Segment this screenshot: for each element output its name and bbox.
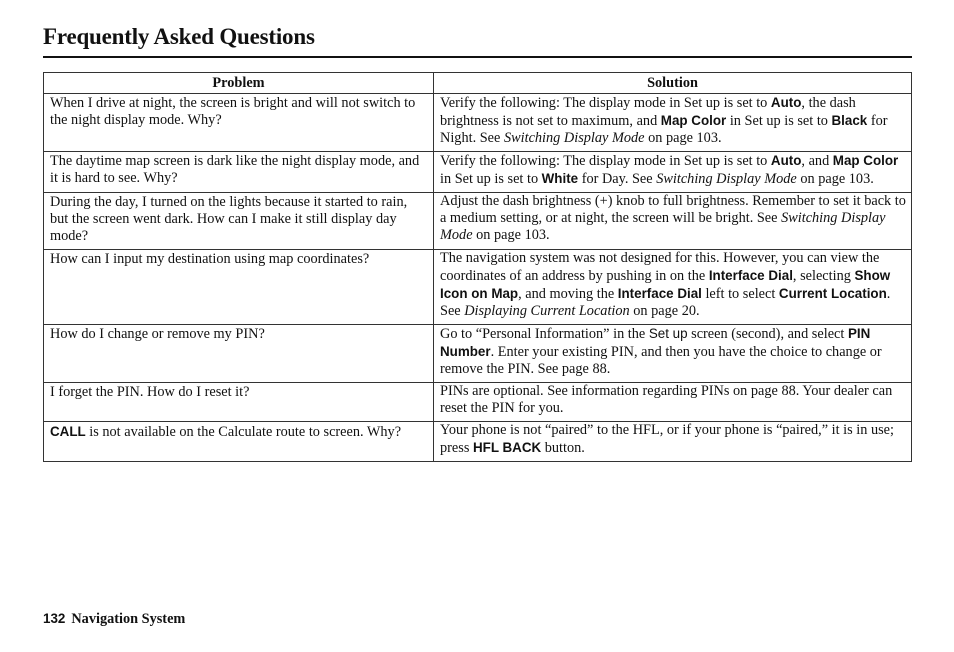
problem-cell (44, 383, 434, 422)
solution-text: Adjust the dash brightness (+) knob to full brightness. Remember to set it back to a medium setting, or at night, the screen will be bright. See (440, 193, 906, 226)
solution-text: . See (440, 286, 891, 319)
solution-ui-term: Map Color (832, 153, 899, 168)
solution-cross-reference: Switching Display Mode (440, 210, 886, 243)
solution-text: PINs are optional. See information regarding PINs on page 88. Your dealer can reset the PIN for you. (440, 383, 893, 416)
solution-cross-reference: Switching Display Mode (503, 130, 645, 146)
problem-cell (44, 325, 434, 383)
faq-row (44, 325, 912, 383)
solution-ui-term: Interface Dial (617, 286, 702, 301)
solution-cell (434, 193, 912, 250)
solution-text: on page 20. (629, 303, 700, 319)
problem-header: Problem (44, 73, 434, 94)
problem-ui-term: CALL (50, 424, 86, 439)
solution-cell (434, 152, 912, 193)
solution-text: on page 103. (796, 171, 874, 187)
solution-cell (434, 383, 912, 422)
faq-table-header (44, 73, 912, 94)
solution-cell (434, 422, 912, 462)
problem-cell (44, 250, 434, 325)
solution-ui-term: Auto (770, 95, 802, 110)
problem-text: How do I change or remove my PIN? (50, 326, 265, 342)
solution-ui-term: PIN Number (440, 326, 871, 359)
problem-text: I forget the PIN. How do I reset it? (50, 384, 250, 400)
solution-text: , selecting (792, 268, 855, 284)
solution-ui-term: HFL BACK (472, 440, 542, 455)
faq-row (44, 383, 912, 422)
faq-table-body (44, 94, 912, 462)
problem-cell (44, 193, 434, 250)
faq-row (44, 152, 912, 193)
solution-ui-term: Current Location (778, 286, 887, 301)
solution-cell (434, 325, 912, 383)
faq-row (44, 94, 912, 152)
solution-cell (434, 94, 912, 152)
problem-text: The daytime map screen is dark like the night display mode, and it is hard to see. Why? (50, 153, 420, 186)
faq-row (44, 422, 912, 462)
solution-text: , the dash brightness is not set to maximum, and (440, 95, 856, 129)
solution-text: , and moving the (518, 286, 618, 302)
solution-ui-term: White (541, 171, 579, 186)
solution-ui-term: Set up (648, 326, 688, 341)
solution-cross-reference: Displaying Current Location (464, 303, 630, 319)
solution-text: in Set up is set to (440, 171, 542, 187)
solution-ui-term: Black (831, 113, 868, 128)
title-rule (43, 56, 912, 58)
solution-text: Your phone is not “paired” to the HFL, or if your phone is “paired,” it is in use; press (440, 422, 894, 456)
solution-text: The navigation system was not designed for this. However, you can view the coordinates of an address by pushing in on the (440, 250, 880, 284)
problem-text: When I drive at night, the screen is bright and will not switch to the night display mode. Why? (50, 95, 416, 128)
solution-cross-reference: Switching Display Mode (656, 171, 797, 187)
problem-cell (44, 152, 434, 193)
problem-text: During the day, I turned on the lights because it started to rain, but the screen went dark. How can I make it still display day mode? (50, 194, 408, 244)
solution-ui-term: Show Icon on Map (440, 268, 891, 301)
solution-text: for Night. See (440, 113, 888, 146)
solution-text: left to select (701, 286, 779, 302)
solution-ui-term: Auto (770, 153, 802, 168)
solution-cell (434, 250, 912, 325)
problem-text: is not available on the Calculate route to screen. Why? (85, 424, 402, 440)
problem-text: How can I input my destination using map coordinates? (50, 251, 370, 267)
solution-text: , and (801, 153, 833, 169)
faq-row (44, 193, 912, 250)
faq-row (44, 250, 912, 325)
page-title: Frequently Asked Questions (43, 24, 315, 49)
solution-text: . Enter your existing PIN, and then you have the choice to change or remove the PIN. See page 88. (440, 344, 882, 377)
solution-ui-term: Map Color (660, 113, 727, 128)
solution-text: on page 103. (472, 227, 550, 243)
page-number: 132 (43, 611, 66, 626)
solution-text: for Day. See (578, 171, 657, 187)
solution-text: screen (second), and select (687, 326, 848, 342)
problem-cell (44, 422, 434, 462)
solution-text: Verify the following: The display mode in Set up is set to (440, 153, 771, 169)
solution-text: on page 103. (644, 130, 722, 146)
solution-text: Go to “Personal Information” in the (440, 326, 649, 342)
solution-text: button. (541, 440, 585, 456)
header-row (44, 73, 912, 94)
solution-ui-term: Interface Dial (708, 268, 793, 283)
page-footer (43, 611, 185, 628)
problem-cell (44, 94, 434, 152)
solution-header: Solution (434, 73, 912, 94)
solution-text: Verify the following: The display mode in Set up is set to (440, 95, 771, 111)
faq-table (43, 72, 912, 462)
solution-text: in Set up is set to (726, 113, 832, 129)
footer-label: Navigation System (71, 611, 186, 627)
